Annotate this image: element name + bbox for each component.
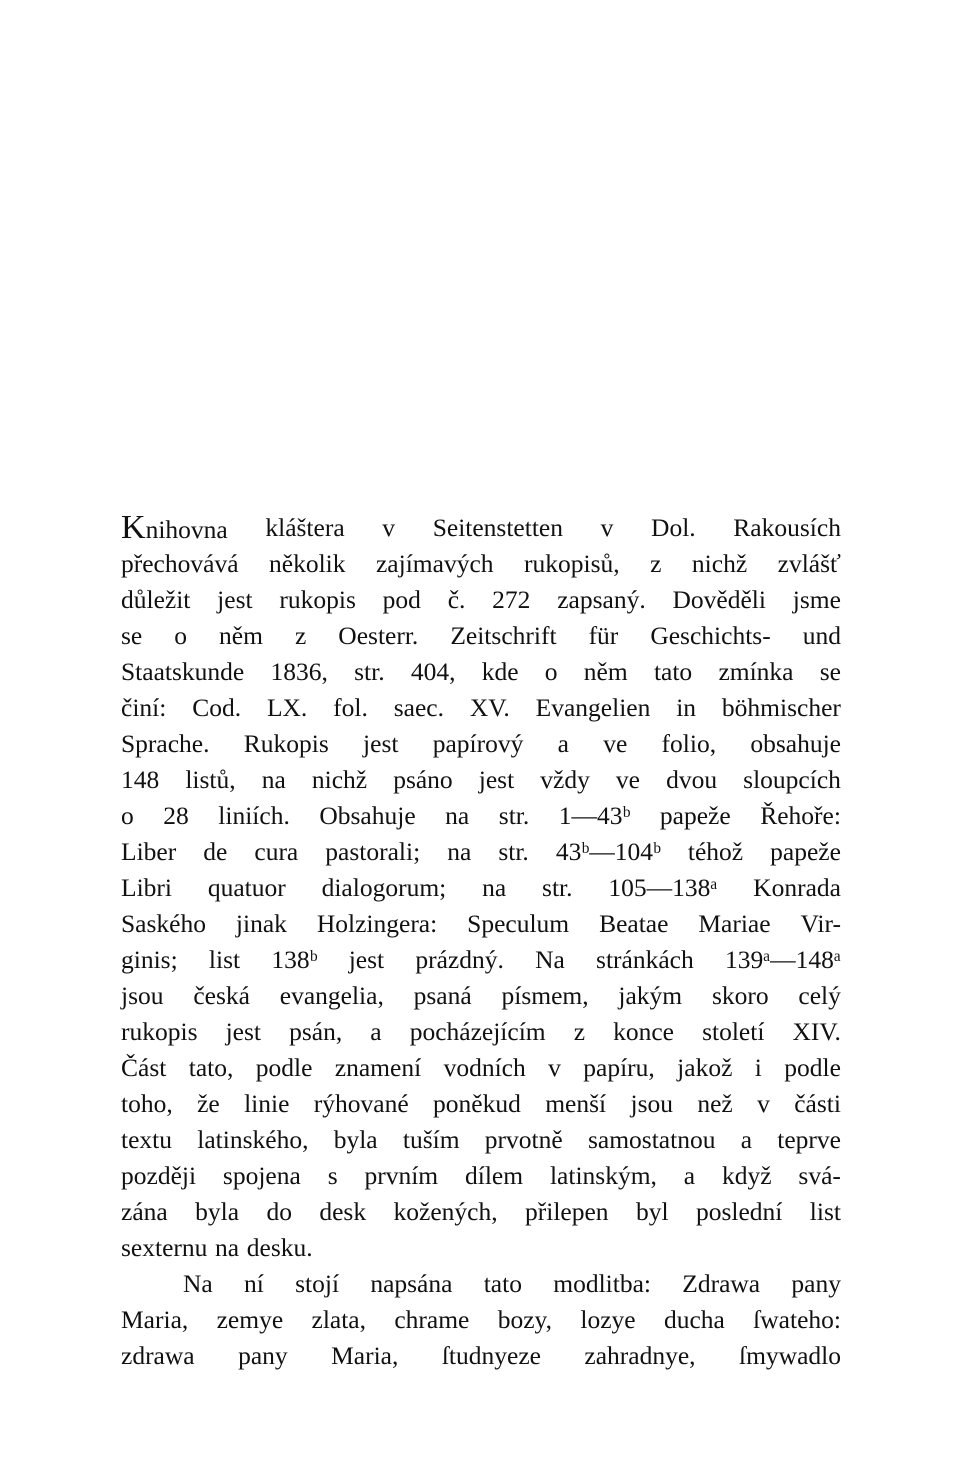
text-line: textu latinského, byla tuším prvotně samostatnou a teprve	[121, 1125, 841, 1154]
text-line: Na ní stojí napsána tato modlitba: Zdrawa pany	[183, 1269, 841, 1298]
text-line: toho, že linie rýhované poněkud menší jsou než v části	[121, 1089, 841, 1118]
text-line: rukopis jest psán, a pocházejícím z konce století XIV.	[121, 1017, 841, 1046]
text-line: Knihovna kláštera v Seitenstetten v Dol. Rakousích	[121, 509, 841, 546]
text-line: zdrawa pany Maria, ſtudnyeze zahradnye, ſmywadlo	[121, 1341, 841, 1370]
text-line: o 28 liniích. Obsahuje na str. 1—43ᵇ papeže Řehoře:	[121, 801, 841, 830]
text-line: Libri quatuor dialogorum; na str. 105—138ᵃ Konrada	[121, 873, 841, 902]
text-line: 148 listů, na nichž psáno jest vždy ve dvou sloupcích	[121, 765, 841, 794]
text-line: Část tato, podle znamení vodních v papíru, jakož i podle	[121, 1053, 841, 1082]
text-line: se o něm z Oesterr. Zeitschrift für Geschichts- und	[121, 621, 841, 650]
text-line: ginis; list 138ᵇ jest prázdný. Na stránkách 139ᵃ—148ᵃ	[121, 945, 841, 974]
text-line: Liber de cura pastorali; na str. 43ᵇ—104ᵇ téhož papeže	[121, 837, 841, 866]
text-line: Sprache. Rukopis jest papírový a ve folio, obsahuje	[121, 729, 841, 758]
text-line: Saského jinak Holzingera: Speculum Beatae Mariae Vir-	[121, 909, 841, 938]
text-line: později spojena s prvním dílem latinským, a když svá-	[121, 1161, 841, 1190]
text-line: zána byla do desk kožených, přilepen byl poslední list	[121, 1197, 841, 1226]
text-line: činí: Cod. LX. fol. saec. XV. Evangelien in böhmischer	[121, 693, 841, 722]
body-text	[121, 510, 841, 1374]
text-line: důležit jest rukopis pod č. 272 zapsaný. Dověděli jsme	[121, 585, 841, 614]
text-line: sexternu na desku.	[121, 1233, 313, 1262]
text-line: Staatskunde 1836, str. 404, kde o něm tato zmínka se	[121, 657, 841, 686]
text-line: přechovává několik zajímavých rukopisů, z nichž zvlášť	[121, 549, 841, 578]
text-line: jsou česká evangelia, psaná písmem, jakým skoro celý	[121, 981, 841, 1010]
text-line: Maria, zemye zlata, chrame bozy, lozye ducha ſwateho:	[121, 1305, 841, 1334]
